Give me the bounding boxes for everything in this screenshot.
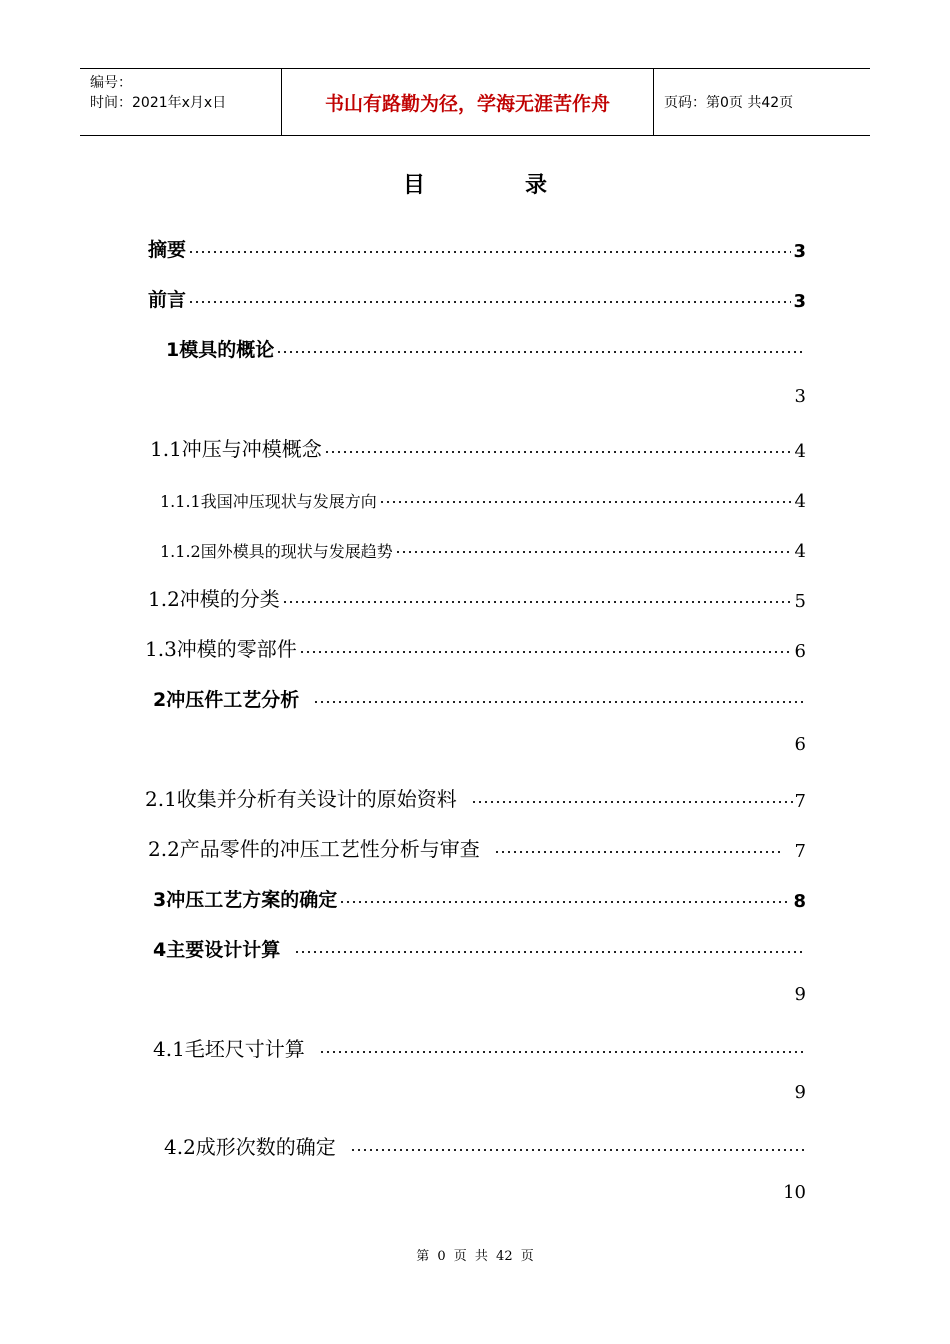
page-header (80, 68, 870, 136)
toc-entry-page: 3 (793, 291, 806, 312)
toc-leader-dots (379, 498, 793, 506)
toc-title: 目录 (402, 173, 647, 198)
header-info-cell (80, 69, 282, 135)
toc-entry-label: 4.1毛坯尺寸计算 (153, 1037, 305, 1061)
toc-leader-dots (299, 648, 793, 656)
header-motto: 书山有路勤为径，学海无涯苦作舟 (324, 92, 610, 115)
toc-entry-label: 1.1冲压与冲模概念 (150, 437, 322, 461)
toc-entry-label: 摘要 (148, 239, 187, 261)
toc-leader-dots (188, 298, 791, 306)
toc-entry-page: 6 (794, 734, 806, 755)
toc-entry-2-2[interactable] (148, 834, 806, 862)
header-page-info: 页码：第0页 共42页 (664, 95, 794, 111)
toc-entry-chapter-1[interactable] (166, 334, 806, 362)
toc-entry-page: 6 (794, 641, 806, 662)
toc-entry-label: 前言 (148, 289, 187, 311)
toc-entry-label: 1.1.1我国冲压现状与发展方向 (160, 492, 377, 511)
toc-entry-label: 1.2冲模的分类 (148, 587, 280, 611)
toc-leader-dots (319, 1048, 804, 1056)
toc-entry-1-1-1[interactable] (160, 484, 806, 512)
header-motto-cell (282, 69, 654, 135)
toc-entry-2-1[interactable] (145, 784, 806, 812)
toc-entry-1-1[interactable] (150, 434, 806, 462)
toc-entry-label: 2.2产品零件的冲压工艺性分析与审查 (148, 837, 480, 861)
toc-entry-4-2[interactable] (164, 1132, 806, 1160)
toc-entry-page: 7 (794, 791, 806, 812)
toc-entry-page: 9 (794, 1082, 806, 1103)
toc-entry-page: 4 (794, 491, 806, 512)
toc-entry-label: 4主要设计计算 (153, 939, 281, 961)
header-time-label: 时间：2021年x月x日 (90, 95, 227, 111)
toc-entry-label: 1.1.2国外模具的现状与发展趋势 (160, 542, 393, 561)
toc-leader-dots (188, 248, 791, 256)
toc-entry-label: 4.2成形次数的确定 (164, 1135, 336, 1159)
toc-entry-1-3[interactable] (145, 634, 806, 662)
toc-entry-page: 8 (793, 891, 806, 912)
toc-entry-label: 2冲压件工艺分析 (153, 689, 300, 711)
header-page-cell (654, 69, 870, 135)
toc-entry-label: 1.3冲模的零部件 (145, 637, 297, 661)
toc-entry-label: 2.1收集并分析有关设计的原始资料 (145, 787, 457, 811)
toc-leader-dots (324, 448, 793, 456)
toc-leader-dots (350, 1146, 804, 1154)
toc-leader-dots (276, 348, 804, 356)
toc-entry-1-1-2[interactable] (160, 534, 806, 562)
toc-entry-page: 3 (794, 386, 806, 407)
toc-leader-dots (294, 948, 804, 956)
toc-entry-4-1[interactable] (153, 1034, 806, 1062)
toc-entry-page: 7 (794, 841, 806, 862)
toc-entry-abstract[interactable] (148, 234, 806, 262)
toc-entry-page: 4 (794, 441, 806, 462)
toc-entry-label: 3冲压工艺方案的确定 (153, 889, 338, 911)
header-number-label: 编号： (90, 75, 132, 91)
toc-entry-page: 9 (794, 984, 806, 1005)
toc-entry-label: 1模具的概论 (166, 339, 275, 361)
toc-leader-dots (339, 898, 791, 906)
toc-leader-dots (471, 798, 793, 806)
toc-entry-page: 3 (793, 241, 806, 262)
toc-entry-chapter-3[interactable] (153, 884, 806, 912)
toc-entry-1-2[interactable] (148, 584, 806, 612)
toc-leader-dots (313, 698, 804, 706)
toc-leader-dots (494, 848, 781, 856)
toc-entry-chapter-2[interactable] (153, 684, 806, 712)
toc-entry-page: 4 (794, 541, 806, 562)
toc-entry-page: 10 (783, 1182, 806, 1203)
toc-leader-dots (282, 598, 793, 606)
toc-entry-preface[interactable] (148, 284, 806, 312)
toc-entry-chapter-4[interactable] (153, 934, 806, 962)
toc-entry-page: 5 (794, 591, 806, 612)
toc-leader-dots (395, 548, 793, 556)
page-footer: 第 0 页 共 42 页 (416, 1249, 534, 1264)
